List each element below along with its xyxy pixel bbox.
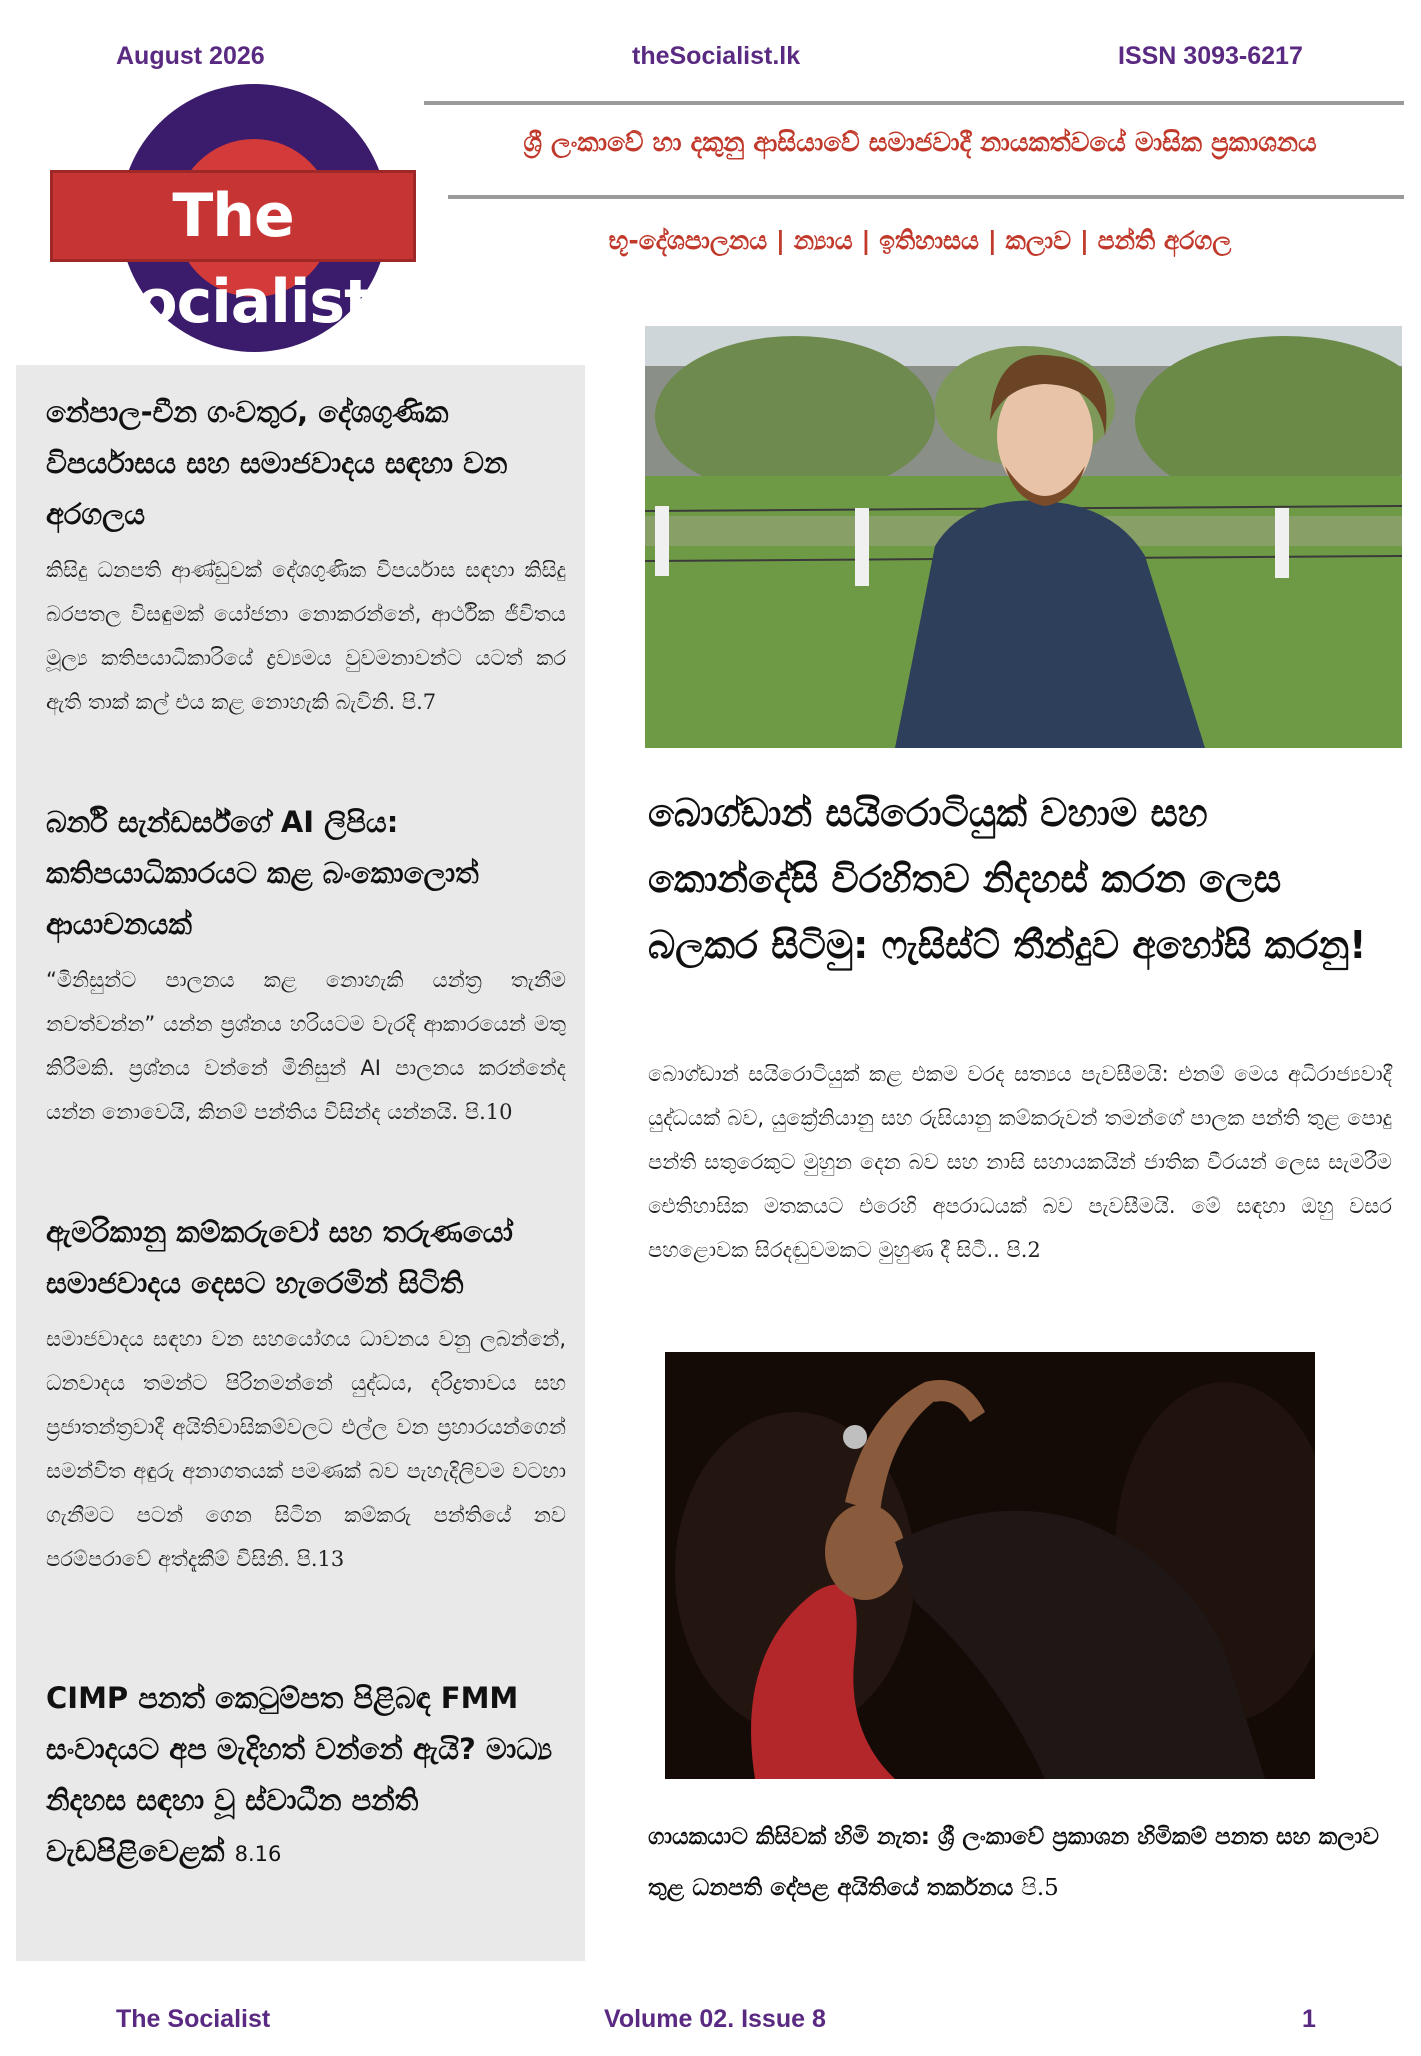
sidebar-article[interactable]: [46, 1207, 566, 1581]
lead-article-summary: බොග්ඩාන් සයිරොටියුක් කළ එකම වරද සත්‍යය පැවසීමයි: එනම් මෙය අධිරාජ්‍යවාදී යුද්ධයක් බව, යුක්‍රේනියානු සහ රුසියානු කම්කරුවන් තමන්ගේ පාලක පන්ති තුළ පොදු පන්ති සතුරෙකුට මුහුන දෙන බව සහ නාසි සහායකයින් ජාතික වීරයන් ලෙස සැමරීම ඓතිහාසික මතකයට එරෙහි අපරාධයක් බව පැවසීමයි. මේ සඳහා ඔහු වසර පහළොවක සිරදඬුවමකට මුහුණ දී සිටී.. පි.2: [648, 1062, 1392, 1262]
issue-date: August 2026: [116, 42, 265, 70]
issn-number: ISSN 3093-6217: [1118, 42, 1303, 70]
portrait-photo-illustration: [645, 326, 1402, 748]
sidebar-article-summary: කිසිදු ධනපති ආණ්ඩුවක් දේශගුණික විපර්යාස සඳහා කිසිදු බරපතල විසඳුමක් යෝජනා නොකරන්නේ, ආර්ථික ජීවිතය මූල්‍ය කතිපයාධිකාරියේ ද්‍රව්‍යමය වුවමනාවන්ට යටත් කර ඇති තාක් කල් එය කළ නොහැකි බැවිනි. පි.7: [46, 558, 566, 714]
singer-photo-illustration: [665, 1352, 1315, 1779]
page-reference: 8.16: [234, 1842, 282, 1866]
section-list: භූ-දේශපාලනය | න්‍යාය | ඉතිහාසය | කලාව | පන්ති අරගල: [608, 226, 1232, 255]
sidebar-article[interactable]: [46, 797, 566, 1134]
page-reference: පි.7: [401, 690, 437, 714]
sidebar-article[interactable]: [46, 387, 566, 724]
sidebar-article-summary: සමාජවාදය සඳහා වන සහයෝගය ධාවනය වනු ලබන්නේ, ධනවාදය තමන්ට පිරිනමන්නේ යුද්ධය, දරිද්‍රතාවය සහ ප්‍රජාතන්ත්‍රවාදී අයිතිවාසිකම්වලට එල්ල වන ප්‍රහාරයන්ගෙන් සමන්විත අඳුරු අනාගතයක් පමණක් බව පැහැදිලිවම වටහා ගැනීමට පටන් ගෙන සිටින කම්කරු පන්තියේ නව පරම්පරාවේ අත්දැකීම් විසිනි. පි.13: [46, 1327, 566, 1571]
article-photo-portrait: [645, 326, 1402, 748]
header-divider-bottom: [448, 195, 1404, 199]
sidebar-article-title: බර්නි සැන්ඩර්ස්ගේ AI ලිපිය: කතිපයාධිකාරයට කළ බංකොලොත් ආයාචනයක්: [46, 805, 479, 941]
sidebar-article-title: නේපාල-චීන ගංවතුර, දේශගුණික විපර්යාසය සහ සමාජවාදය සඳහා වන අරගලය: [46, 395, 508, 531]
masthead-logo: [44, 84, 424, 354]
photo-caption-article[interactable]: ගායකයාට කිසිවක් හිමි නැත: ශ්‍රී ලංකාවේ ප්‍රකාශන හිමිකම් පනත සහ කලාව තුළ ධනපති දේපළ අයිතියේ තර්කනය පි.5: [648, 1824, 1379, 1901]
sidebar-article-list: [16, 365, 585, 1961]
sidebar-article-title: CIMP පනත් කෙටුම්පත පිළිබඳ FMM සංවාදයට අප මැදිහත් වන්නේ ඇයි? මාධ්‍ය නිදහස සඳහා වූ ස්වාධීන පන්ති වැඩපිළිවෙළක් 8.16: [46, 1681, 553, 1868]
page-reference: පි.10: [464, 1100, 513, 1124]
lead-article-headline[interactable]: බොග්ඩාන් සයිරොටියුක් වහාම සහ කොන්දේසි විරහිතව නිදහස් කරන ලෙස බලකර සිටිමු: ෆැසිස්ට් තීන්දුව අහෝසි කරනු!: [648, 791, 1367, 967]
sidebar-article-title: ඇමරිකානු කම්කරුවෝ සහ තරුණයෝ සමාජවාදය දෙසට හැරෙමින් සිටිති: [46, 1215, 513, 1300]
page-reference: පි.13: [296, 1547, 345, 1571]
masthead-tagline: ශ්‍රී ලංකාවේ හා දකුනු ආසියාවේ සමාජවාදී නායකත්වයේ මාසික ප්‍රකාශනය: [523, 128, 1317, 158]
sidebar-article-summary: “මිනිසුන්ට පාලනය කළ නොහැකි යන්ත්‍ර තැනීම නවත්වන්න” යන්න ප්‍රශ්නය හරියටම වැරදි ආකාරයෙන් මතු කිරීමකි. ප්‍රශ්නය වන්නේ මිනිසුන් AI පාලනය කරන්නේද යන්න නොවෙයි, කිනම් පන්තිය විසින්ද යන්නයි. පි.10: [46, 968, 566, 1124]
sidebar-article[interactable]: [46, 1673, 566, 1880]
logo-wordmark: The Socialist: [50, 170, 416, 262]
website-link[interactable]: theSocialist.lk: [632, 42, 801, 70]
footer-publication-name: The Socialist: [116, 2005, 271, 2033]
footer-page-number: 1: [1302, 2005, 1316, 2033]
article-photo-singer: [665, 1352, 1315, 1779]
page-reference: පි.5: [1021, 1875, 1059, 1901]
page-reference: පි.2: [1006, 1238, 1041, 1262]
footer-volume-issue: Volume 02. Issue 8: [604, 2005, 826, 2033]
header-divider-top: [424, 101, 1404, 105]
